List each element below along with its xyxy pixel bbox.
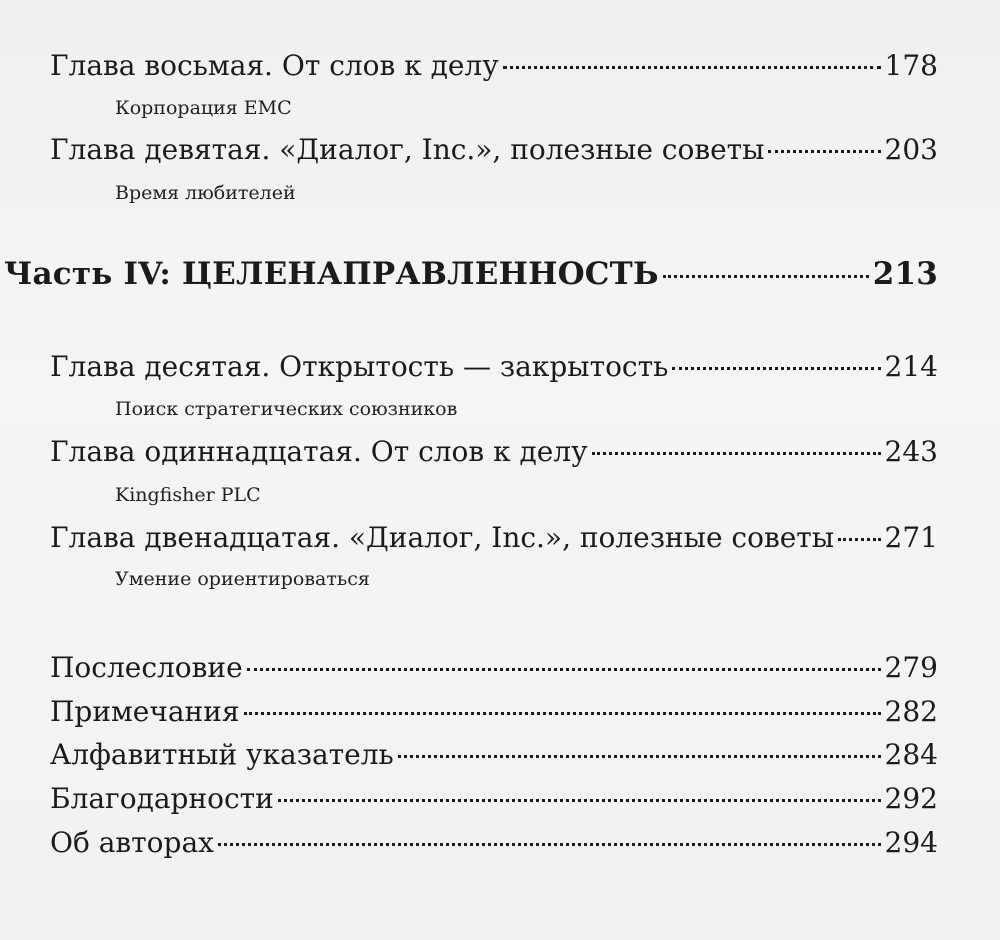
dot-leader	[244, 712, 881, 715]
toc-entry-chapter-9	[50, 132, 938, 168]
toc-entry-title: Глава одиннадцатая. От слов к делу	[50, 435, 588, 468]
toc-entry-page: 279	[884, 651, 938, 684]
dot-leader	[672, 367, 880, 370]
toc-entry-page: 214	[884, 350, 938, 383]
toc-part-title: Часть IV: ЦЕЛЕНАПРАВЛЕННОСТЬ	[4, 256, 659, 292]
toc-entry-page: 203	[884, 133, 938, 166]
toc-entry-chapter-11	[50, 434, 938, 470]
toc-entry-title: Глава двенадцатая. «Диалог, Inc.», полезные советы	[50, 521, 835, 554]
toc-entry-title: Благодарности	[50, 782, 274, 815]
toc-entry-title: Глава десятая. Открытость — закрытость	[50, 350, 669, 383]
toc-entry-chapter-10	[50, 349, 938, 385]
toc-entry-afterword	[50, 650, 938, 686]
toc-entry-page: 284	[884, 738, 938, 771]
toc-entry-page: 243	[884, 435, 938, 468]
toc-entry-title: Глава восьмая. От слов к делу	[50, 49, 499, 82]
toc-entry-subtitle: Kingfisher PLC	[115, 484, 261, 506]
toc-entry-notes	[50, 694, 938, 730]
dot-leader	[838, 538, 880, 541]
toc-entry-subtitle: Время любителей	[115, 182, 296, 204]
dot-leader	[503, 66, 881, 69]
toc-entry-chapter-12	[50, 520, 938, 556]
toc-entry-page: 213	[872, 256, 938, 292]
toc-entry-page: 282	[884, 695, 938, 728]
toc-entry-page: 294	[884, 826, 938, 859]
toc-entry-page: 178	[884, 49, 938, 82]
dot-leader	[663, 275, 869, 278]
toc-entry-thanks	[50, 781, 938, 817]
dot-leader	[768, 150, 880, 153]
toc-entry-title: Об авторах	[50, 826, 214, 859]
toc-entry-subtitle: Корпорация EMC	[115, 97, 292, 119]
dot-leader	[278, 799, 881, 802]
dot-leader	[592, 452, 881, 455]
toc-entry-title: Алфавитный указатель	[50, 738, 394, 771]
toc-entry-subtitle: Поиск стратегических союзников	[115, 398, 458, 420]
toc-entry-authors	[50, 825, 938, 861]
dot-leader	[398, 755, 881, 758]
toc-entry-page: 292	[884, 782, 938, 815]
toc-entry-chapter-8	[50, 48, 938, 84]
dot-leader	[247, 668, 881, 671]
toc-entry-part-4	[4, 256, 938, 292]
dot-leader	[218, 843, 881, 846]
toc-entry-title: Послесловие	[50, 651, 243, 684]
toc-entry-subtitle: Умение ориентироваться	[115, 568, 370, 590]
toc-entry-page: 271	[884, 521, 938, 554]
toc-entry-index	[50, 737, 938, 773]
toc-entry-title: Примечания	[50, 695, 240, 728]
toc-entry-title: Глава девятая. «Диалог, Inc.», полезные советы	[50, 133, 765, 166]
